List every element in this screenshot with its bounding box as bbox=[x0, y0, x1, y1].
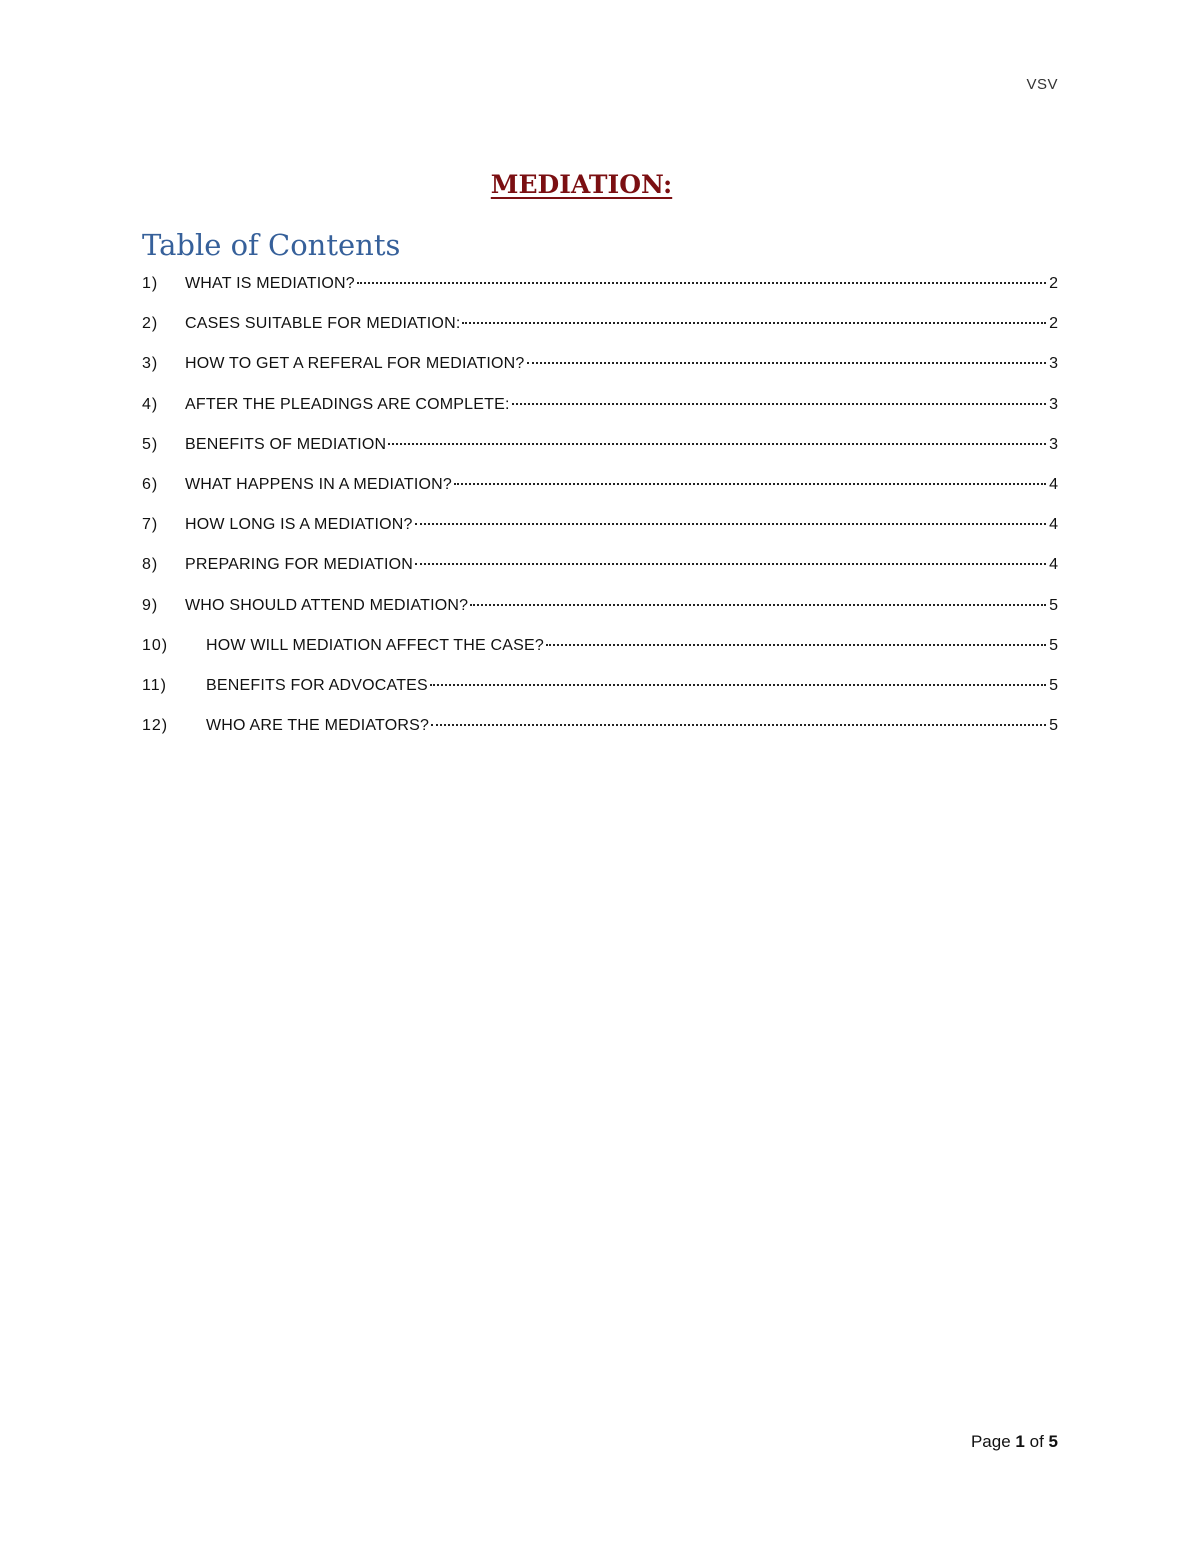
toc-entry-benefits-advocates[interactable] bbox=[142, 674, 1058, 714]
toc-entry-what-happens[interactable] bbox=[142, 473, 1058, 513]
toc-entry-label: AFTER THE PLEADINGS ARE COMPLETE: bbox=[185, 395, 510, 413]
toc-entry-page: 5 bbox=[1049, 676, 1058, 694]
table-of-contents bbox=[142, 272, 1058, 754]
toc-entry-number: 2) bbox=[142, 315, 159, 333]
toc-entry-label: BENEFITS FOR ADVOCATES bbox=[206, 676, 428, 694]
toc-entry-number: 3) bbox=[142, 355, 159, 373]
toc-entry-referal[interactable] bbox=[142, 352, 1058, 392]
toc-entry-page: 3 bbox=[1049, 355, 1058, 373]
toc-entry-page: 4 bbox=[1049, 516, 1058, 534]
toc-entry-label: HOW LONG IS A MEDIATION? bbox=[185, 516, 413, 534]
toc-entry-label: HOW WILL MEDIATION AFFECT THE CASE? bbox=[206, 636, 545, 654]
toc-dot-leader bbox=[431, 723, 1046, 726]
toc-entry-page: 3 bbox=[1049, 395, 1058, 413]
toc-entry-number: 5) bbox=[142, 435, 159, 453]
toc-entry-number: 12) bbox=[142, 717, 169, 735]
toc-entry-label: WHO ARE THE MEDIATORS? bbox=[206, 717, 430, 735]
toc-entry-page: 5 bbox=[1049, 717, 1058, 735]
toc-entry-page: 5 bbox=[1049, 636, 1058, 654]
toc-entry-label: BENEFITS OF MEDIATION bbox=[185, 435, 387, 453]
toc-dot-leader bbox=[546, 643, 1046, 646]
toc-entry-benefits[interactable] bbox=[142, 433, 1058, 473]
toc-dot-leader bbox=[470, 603, 1046, 606]
page-of-word: of bbox=[1029, 1432, 1044, 1451]
toc-entry-preparing[interactable] bbox=[142, 553, 1058, 593]
toc-dot-leader bbox=[527, 361, 1047, 364]
page-number-footer bbox=[971, 1432, 1058, 1452]
toc-entry-page: 3 bbox=[1049, 435, 1058, 453]
toc-dot-leader bbox=[512, 402, 1046, 405]
header-text: VSV bbox=[1026, 76, 1058, 93]
toc-entry-how-long[interactable] bbox=[142, 513, 1058, 553]
toc-entry-number: 7) bbox=[142, 516, 159, 534]
toc-entry-number: 9) bbox=[142, 596, 159, 614]
toc-entry-label: PREPARING FOR MEDIATION bbox=[185, 556, 414, 574]
page-prefix: Page bbox=[970, 1432, 1011, 1451]
toc-dot-leader bbox=[415, 562, 1046, 565]
toc-dot-leader bbox=[415, 522, 1046, 525]
toc-entry-number: 6) bbox=[142, 475, 159, 493]
toc-dot-leader bbox=[462, 321, 1046, 324]
toc-entry-page: 2 bbox=[1049, 315, 1058, 333]
toc-entry-number: 10) bbox=[142, 636, 169, 654]
toc-entry-label: WHAT HAPPENS IN A MEDIATION? bbox=[185, 475, 452, 493]
toc-entry-page: 2 bbox=[1049, 275, 1058, 292]
toc-entry-page: 5 bbox=[1049, 596, 1058, 614]
toc-dot-leader bbox=[454, 482, 1046, 485]
toc-entry-mediators[interactable] bbox=[142, 714, 1058, 754]
toc-dot-leader bbox=[357, 281, 1046, 284]
toc-heading: Table of Contents bbox=[142, 228, 401, 262]
toc-entry-affect-case[interactable] bbox=[142, 634, 1058, 674]
toc-entry-cases-suitable[interactable] bbox=[142, 312, 1058, 352]
toc-entry-label: CASES SUITABLE FOR MEDIATION: bbox=[185, 315, 461, 333]
toc-entry-label: WHAT IS MEDIATION? bbox=[185, 275, 355, 292]
document-title: MEDIATION: bbox=[490, 170, 673, 199]
toc-entry-what-is-mediation[interactable] bbox=[142, 272, 1058, 312]
toc-entry-number: 4) bbox=[142, 395, 159, 413]
toc-entry-label: WHO SHOULD ATTEND MEDIATION? bbox=[185, 596, 469, 614]
toc-entry-who-should-attend[interactable] bbox=[142, 594, 1058, 634]
toc-entry-number: 1) bbox=[142, 275, 159, 292]
toc-dot-leader bbox=[388, 442, 1046, 445]
toc-entry-number: 8) bbox=[142, 556, 159, 574]
toc-entry-page: 4 bbox=[1049, 556, 1058, 574]
current-page-number: 1 bbox=[1015, 1432, 1025, 1451]
toc-entry-number: 11) bbox=[142, 676, 167, 694]
total-pages-number: 5 bbox=[1048, 1432, 1058, 1451]
toc-entry-label: HOW TO GET A REFERAL FOR MEDIATION? bbox=[185, 355, 525, 373]
toc-entry-pleadings[interactable] bbox=[142, 393, 1058, 433]
toc-entry-page: 4 bbox=[1049, 475, 1058, 493]
toc-dot-leader bbox=[430, 683, 1046, 686]
